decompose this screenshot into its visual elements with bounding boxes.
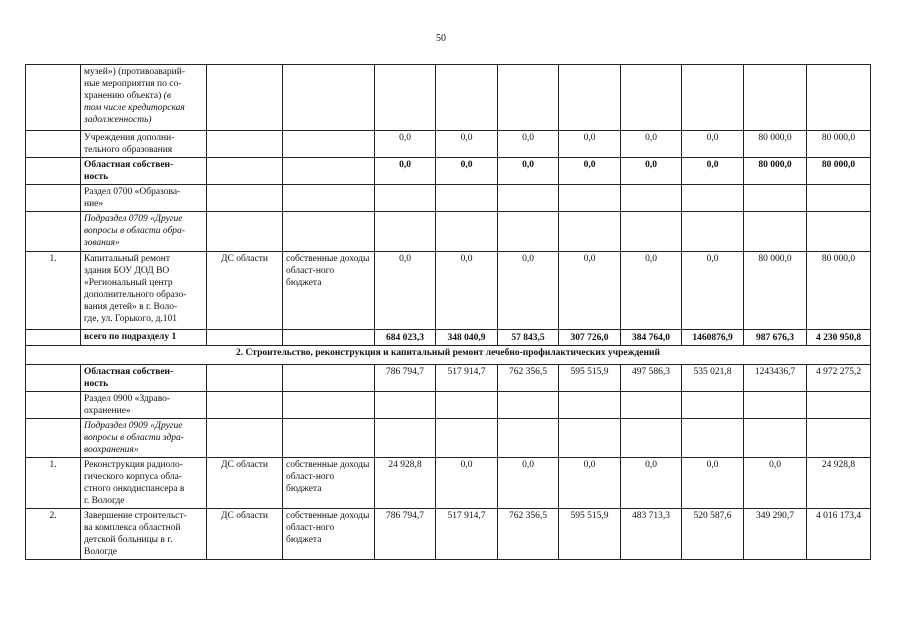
table-row — [26, 131, 871, 158]
table-row — [26, 419, 871, 458]
value-cell — [559, 419, 621, 458]
value-cell — [807, 419, 871, 458]
row-number — [26, 131, 81, 158]
responsible-org: ДС области — [207, 458, 283, 509]
value-cell: 517 914,7 — [436, 365, 498, 392]
item-name-line: Раздел 0900 «Здраво- — [84, 394, 171, 404]
value-cell: 0,0 — [559, 458, 621, 509]
row-number: 1. — [26, 252, 81, 330]
value-cell: 0,0 — [559, 131, 621, 158]
value-cell — [436, 419, 498, 458]
row-number — [26, 392, 81, 419]
table-row — [26, 365, 871, 392]
item-name-line: задолженность) — [84, 115, 152, 125]
item-name-line: Учреждения дополни- — [84, 133, 175, 143]
value-cell — [498, 212, 559, 252]
value-cell: 0,0 — [436, 158, 498, 185]
row-number — [26, 419, 81, 458]
table-row — [26, 330, 871, 346]
value-cell — [682, 392, 744, 419]
value-cell — [621, 185, 682, 212]
item-name-line: Подраздел 0909 «Другие — [84, 421, 183, 431]
item-name-line: Завершение строительст- — [84, 511, 187, 521]
value-cell — [436, 65, 498, 131]
value-cell: 0,0 — [559, 252, 621, 330]
value-cell: 349 290,7 — [744, 509, 807, 560]
item-name — [81, 131, 207, 158]
item-name-line: хранению объекта) (в — [84, 91, 171, 101]
item-name-line: ные мероприятия по со- — [84, 79, 182, 89]
row-number: 1. — [26, 458, 81, 509]
value-cell: 0,0 — [436, 458, 498, 509]
page-number: 50 — [436, 33, 446, 44]
value-cell: 987 676,3 — [744, 330, 807, 346]
value-cell: 24 928,8 — [375, 458, 436, 509]
item-name-line: вания детей» в г. Воло- — [84, 302, 178, 312]
value-cell — [621, 65, 682, 131]
value-cell — [559, 185, 621, 212]
value-cell: 0,0 — [375, 252, 436, 330]
value-cell — [375, 212, 436, 252]
value-cell: 0,0 — [498, 158, 559, 185]
item-name-line: зования» — [84, 238, 120, 248]
value-cell: 0,0 — [498, 252, 559, 330]
table-row — [26, 392, 871, 419]
value-cell: 24 928,8 — [807, 458, 871, 509]
item-name-line: охранение» — [84, 406, 131, 416]
item-name — [81, 330, 207, 346]
item-name-line: всего по подразделу 1 — [84, 332, 177, 342]
value-cell: 0,0 — [498, 131, 559, 158]
responsible-org — [207, 158, 283, 185]
value-cell: 1243436,7 — [744, 365, 807, 392]
item-name-line: ность — [84, 172, 109, 182]
item-name — [81, 185, 207, 212]
value-cell: 1460876,9 — [682, 330, 744, 346]
value-cell: 762 356,5 — [498, 365, 559, 392]
item-name-line: том числе кредиторская — [84, 103, 185, 113]
table-body — [26, 65, 871, 560]
row-number: 2. — [26, 509, 81, 560]
value-cell: 595 515,9 — [559, 365, 621, 392]
item-name — [81, 419, 207, 458]
funding-source — [283, 212, 375, 252]
value-cell: 307 726,0 — [559, 330, 621, 346]
item-name-line: Областная собствен- — [84, 160, 174, 170]
value-cell — [682, 419, 744, 458]
value-cell — [744, 419, 807, 458]
table-row — [26, 252, 871, 330]
value-cell: 535 021,8 — [682, 365, 744, 392]
row-number — [26, 65, 81, 131]
value-cell — [744, 392, 807, 419]
value-cell: 497 586,3 — [621, 365, 682, 392]
value-cell: 0,0 — [498, 458, 559, 509]
funding-source — [283, 365, 375, 392]
responsible-org — [207, 392, 283, 419]
value-cell: 0,0 — [682, 131, 744, 158]
responsible-org — [207, 212, 283, 252]
value-cell: 0,0 — [621, 252, 682, 330]
value-cell: 348 040,9 — [436, 330, 498, 346]
value-cell — [375, 419, 436, 458]
funding-source — [283, 158, 375, 185]
value-cell — [436, 212, 498, 252]
item-name-line: тельного образования — [84, 145, 173, 155]
value-cell: 384 764,0 — [621, 330, 682, 346]
value-cell — [621, 212, 682, 252]
responsible-org — [207, 365, 283, 392]
value-cell — [621, 392, 682, 419]
responsible-org — [207, 65, 283, 131]
item-name-line: Областная собствен- — [84, 367, 174, 377]
value-cell — [744, 65, 807, 131]
table-row — [26, 212, 871, 252]
value-cell: 520 587,6 — [682, 509, 744, 560]
value-cell: 0,0 — [682, 158, 744, 185]
section-row — [26, 346, 871, 365]
responsible-org — [207, 131, 283, 158]
item-name-line: здания БОУ ДОД ВО — [84, 266, 170, 276]
item-name — [81, 458, 207, 509]
value-cell — [807, 185, 871, 212]
value-cell: 0,0 — [682, 458, 744, 509]
value-cell — [498, 392, 559, 419]
item-name — [81, 365, 207, 392]
value-cell: 80 000,0 — [807, 252, 871, 330]
item-name — [81, 158, 207, 185]
item-name-line: Вологде — [84, 547, 117, 557]
value-cell: 80 000,0 — [744, 131, 807, 158]
value-cell — [375, 65, 436, 131]
value-cell: 684 023,3 — [375, 330, 436, 346]
item-name-line: Капитальный ремонт — [84, 254, 171, 264]
value-cell: 80 000,0 — [744, 158, 807, 185]
value-cell: 0,0 — [559, 158, 621, 185]
value-cell — [807, 212, 871, 252]
row-number — [26, 158, 81, 185]
value-cell: 0,0 — [621, 458, 682, 509]
item-name-line: где, ул. Горького, д.101 — [84, 314, 178, 324]
item-name-line: Раздел 0700 «Образова- — [84, 187, 181, 197]
row-number — [26, 365, 81, 392]
value-cell: 0,0 — [621, 158, 682, 185]
value-cell — [744, 212, 807, 252]
value-cell — [744, 185, 807, 212]
value-cell: 80 000,0 — [744, 252, 807, 330]
value-cell — [807, 65, 871, 131]
value-cell: 0,0 — [682, 252, 744, 330]
value-cell: 786 794,7 — [375, 365, 436, 392]
table-row — [26, 185, 871, 212]
value-cell: 4 016 173,4 — [807, 509, 871, 560]
value-cell — [682, 65, 744, 131]
funding-source: собственные доходы област-ного бюджета — [283, 509, 375, 560]
item-name-line: Реконструкция радиоло- — [84, 460, 183, 470]
funding-source — [283, 392, 375, 419]
table-row — [26, 509, 871, 560]
value-cell: 57 843,5 — [498, 330, 559, 346]
value-cell — [375, 392, 436, 419]
item-name-line: Подраздел 0709 «Другие — [84, 214, 183, 224]
funding-source — [283, 131, 375, 158]
value-cell — [621, 419, 682, 458]
value-cell: 0,0 — [436, 252, 498, 330]
responsible-org — [207, 330, 283, 346]
item-name — [81, 212, 207, 252]
responsible-org: ДС области — [207, 509, 283, 560]
responsible-org — [207, 419, 283, 458]
row-number — [26, 330, 81, 346]
value-cell: 0,0 — [744, 458, 807, 509]
value-cell: 762 356,5 — [498, 509, 559, 560]
item-name-line: стного онкодиспансера в — [84, 484, 185, 494]
item-name — [81, 392, 207, 419]
item-name-line: ние» — [84, 199, 104, 209]
item-name — [81, 65, 207, 131]
responsible-org: ДС области — [207, 252, 283, 330]
value-cell: 0,0 — [375, 158, 436, 185]
value-cell — [559, 65, 621, 131]
value-cell — [436, 392, 498, 419]
item-name — [81, 252, 207, 330]
funding-source — [283, 185, 375, 212]
funding-source: собственные доходы област-ного бюджета — [283, 252, 375, 330]
item-name-line: музей») (противоаварий- — [84, 67, 186, 77]
value-cell — [498, 185, 559, 212]
value-cell: 0,0 — [375, 131, 436, 158]
item-name-line: ность — [84, 379, 109, 389]
row-number — [26, 185, 81, 212]
item-name-line: ва комплекса областной — [84, 523, 181, 533]
item-name-line: дополнительного образо- — [84, 290, 187, 300]
value-cell — [559, 392, 621, 419]
funding-source: собственные доходы област-ного бюджета — [283, 458, 375, 509]
value-cell: 517 914,7 — [436, 509, 498, 560]
value-cell — [807, 392, 871, 419]
item-name-line: «Региональный центр — [84, 278, 173, 288]
value-cell: 786 794,7 — [375, 509, 436, 560]
funding-source — [283, 330, 375, 346]
value-cell — [682, 185, 744, 212]
value-cell: 4 230 950,8 — [807, 330, 871, 346]
table-row — [26, 158, 871, 185]
item-name — [81, 509, 207, 560]
item-name-line: г. Вологде — [84, 496, 125, 506]
table-row — [26, 458, 871, 509]
value-cell — [436, 185, 498, 212]
item-name-line: вопросы в области здра- — [84, 433, 184, 443]
value-cell — [682, 212, 744, 252]
funding-source — [283, 419, 375, 458]
row-number — [26, 212, 81, 252]
responsible-org — [207, 185, 283, 212]
value-cell: 4 972 275,2 — [807, 365, 871, 392]
value-cell — [559, 212, 621, 252]
value-cell: 0,0 — [621, 131, 682, 158]
value-cell: 80 000,0 — [807, 158, 871, 185]
value-cell: 0,0 — [436, 131, 498, 158]
value-cell — [498, 419, 559, 458]
section-heading: 2. Строительство, реконструкция и капитальный ремонт лечебно-профилактических учреждений — [26, 346, 871, 365]
value-cell — [498, 65, 559, 131]
item-name-line: гического корпуса обла- — [84, 472, 182, 482]
table-row — [26, 65, 871, 131]
value-cell — [375, 185, 436, 212]
value-cell: 595 515,9 — [559, 509, 621, 560]
item-name-line: воохранения» — [84, 445, 139, 455]
funding-source — [283, 65, 375, 131]
value-cell: 80 000,0 — [807, 131, 871, 158]
budget-table — [25, 64, 871, 560]
item-name-line: вопросы в области обра- — [84, 226, 185, 236]
item-name-line: детской больницы в г. — [84, 535, 173, 545]
value-cell: 483 713,3 — [621, 509, 682, 560]
